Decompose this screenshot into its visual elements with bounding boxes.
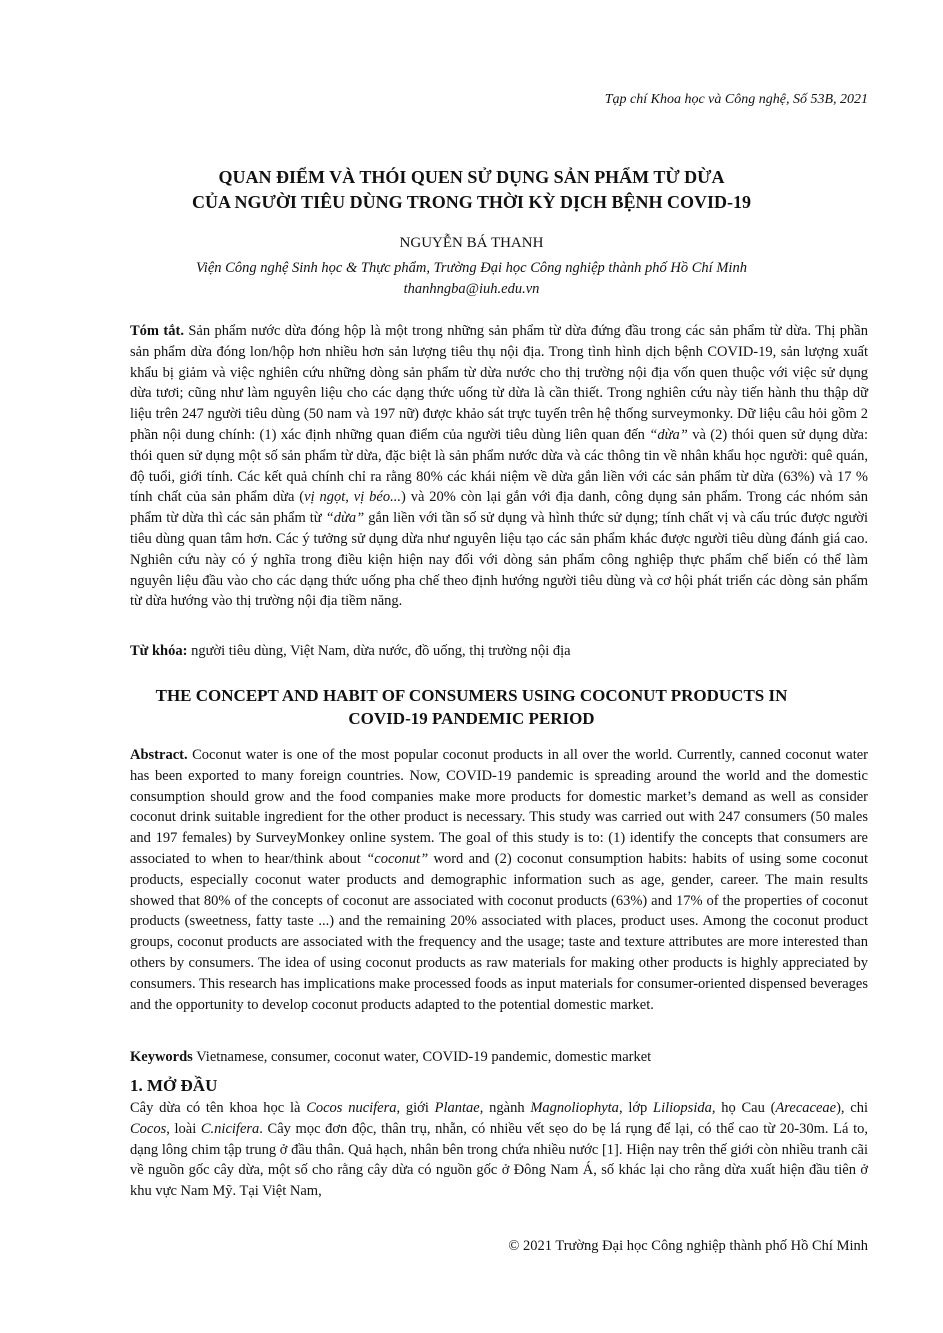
body-text: , họ Cau ( xyxy=(711,1100,776,1116)
section-heading: 1. MỞ ĐẦU xyxy=(130,1076,218,1095)
abstract-vn-quote: vị ngọt, vị béo... xyxy=(304,489,401,506)
author-affiliation-block xyxy=(0,258,943,300)
body-text: , lớp xyxy=(618,1100,654,1116)
taxon-name: Plantae xyxy=(434,1100,480,1116)
keywords-english xyxy=(130,1047,868,1068)
author-name: NGUYỄN BÁ THANH xyxy=(399,235,544,251)
copyright-footer: © 2021 Trường Đại học Công nghiệp thành phố Hồ Chí Minh xyxy=(508,1238,868,1254)
body-text: Cây dừa có tên khoa học là xyxy=(130,1100,307,1116)
abstract-vietnamese xyxy=(130,321,868,612)
keywords-vn-label: Từ khóa: xyxy=(130,643,188,659)
body-text: , ngành xyxy=(479,1100,531,1116)
title-en-line2: COVID-19 PANDEMIC PERIOD xyxy=(348,709,595,728)
abstract-en-label: Abstract. xyxy=(130,747,188,763)
abstract-vn-text: Sản phẩm nước dừa đóng hộp là một trong những sản phẩm từ dừa đứng đầu trong các sản phẩm từ dừa. Thị phần sản phẩm dừa đóng lon/hộp hơn nhiều hơn sản lượng tiêu thụ nội địa. Trong tình hình dịch bệnh COVID-19, sản lượng xuất khẩu bị giảm và việc nghiên cứu những dòng sản phẩm từ dừa nước cho thị trường nội địa vốn quen thuộc với việc sử dụng dừa tươi; cũng như làm nguyên liệu cho các dạng thức uống từ dừa là cần thiết. Trong nghiên cứu này tiến hành thu thập dữ liệu trên 247 người tiêu dùng (50 nam và 197 nữ) được khảo sát trực tuyến trên hệ thống surveymonky. Dữ liệu câu hỏi gồm 2 phần nội dung chính: (1) xác định những quan điểm của người tiêu dùng liên quan đến xyxy=(130,323,868,443)
title-vietnamese xyxy=(0,165,943,215)
abstract-vn-text: và (2) thói quen sử dụng dừa: thói quen sử dụng một số sản phẩm từ dừa, đặc biệt là sản phẩm nước dừa và các thông tin về nhân khẩu học người: quê quán, độ tuổi, giới tính. Các kết quả chính chỉ ra rằng 80% các khái niệm về dừa gắn liền với các sản phẩm từ dừa (63%) và 17 % tính chất của sản phẩm dừa ( xyxy=(130,426,868,506)
keywords-vietnamese xyxy=(130,641,868,662)
section-1-paragraph xyxy=(130,1098,868,1202)
abstract-en-quote: “coconut” xyxy=(366,850,429,867)
body-text: ), chi xyxy=(836,1100,869,1116)
abstract-en-text: word and (2) coconut consumption habits: habits of using some coconut products, especially coconut water products and demographic information such as age, gender, career. The main results showed that 80% of the concepts of coconut are associated with coconut products (63%) and 17% of the properties of coconut products (sweetness, fatty taste ...) and the remaining 20% associated with places, product uses. Among the coconut product groups, coconut products are associated with the frequency and the usage; taste and texture attributes are more interested than others by consumers. The idea of using coconut products as raw materials for making other products is highly appreciated by consumers. This research has implications make processed foods as input materials for consumer-oriented dispensed beverages and the opportunity to develop coconut products adapted to the potential domestic market. xyxy=(130,850,869,1013)
taxon-name: Magnoliophyta xyxy=(530,1100,619,1116)
body-text: , loài xyxy=(166,1120,201,1137)
taxon-name: C.nicifera xyxy=(200,1120,260,1137)
abstract-vn-quote: “dừa” xyxy=(325,510,365,527)
body-text: . Cây mọc đơn độc, thân trụ, nhẵn, có nhiều vết sẹo do bẹ lá rụng để lại, có thể cao từ 20-30m. Lá to, dạng lông chim tập trung ở đầu thân. Quả hạch, nhân bên trong chứa nhiều nước [1]. Hiện nay trên thế giới còn nhiều tranh cãi về nguồn gốc cây dừa, một số cho rằng cây dừa có nguồn gốc ở Đông Nam Á, số khác lại cho rằng dừa xuất hiện đầu tiên ở khu vực Nam Mỹ. Tại Việt Nam, xyxy=(130,1120,868,1200)
body-text: , giới xyxy=(396,1100,435,1116)
title-vn-line2: CỦA NGƯỜI TIÊU DÙNG TRONG THỜI KỲ DỊCH BỆNH COVID-19 xyxy=(192,192,751,212)
taxon-name: Arecaceae xyxy=(775,1100,837,1116)
taxon-name: Liliopsida xyxy=(653,1100,712,1116)
abstract-en-text: Coconut water is one of the most popular coconut products in all over the world. Currently, canned coconut water has been exported to many foreign countries. Now, COVID-19 pandemic is spreading around the world and the domestic consumption should grow and the food companies make more products for domestic market’s demand as well as consider coconut drink suitable ingredient for the other product is necessary. This study was carried out with 247 consumers (50 males and 197 females) by SurveyMonkey online system. The goal of this study is to: (1) identify the concepts that consumers are associated to when to hear/think about xyxy=(130,747,868,867)
title-english xyxy=(0,684,943,730)
title-en-line1: THE CONCEPT AND HABIT OF CONSUMERS USING COCONUT PRODUCTS IN xyxy=(155,686,788,705)
abstract-vn-label: Tóm tắt. xyxy=(130,323,184,339)
keywords-vn-text: người tiêu dùng, Việt Nam, dừa nước, đồ uống, thị trường nội địa xyxy=(187,643,571,659)
title-vn-line1: QUAN ĐIỂM VÀ THÓI QUEN SỬ DỤNG SẢN PHẨM TỪ DỪA xyxy=(218,167,725,187)
species-name: Cocos nucifera xyxy=(306,1100,397,1116)
abstract-vn-quote: “dừa” xyxy=(649,426,688,443)
taxon-name: Cocos xyxy=(130,1120,167,1137)
keywords-en-label: Keywords xyxy=(130,1049,193,1065)
affiliation: Viện Công nghệ Sinh học & Thực phẩm, Trường Đại học Công nghiệp thành phố Hồ Chí Minh xyxy=(196,260,747,276)
abstract-english xyxy=(130,745,868,1015)
author-email: thanhngba@iuh.edu.vn xyxy=(403,281,540,297)
abstract-vn-text: ) và 20% còn lại gắn với địa danh, công dụng sản phẩm. Trong các nhóm sản phẩm từ dừa thì các sản phẩm từ xyxy=(130,489,868,527)
abstract-vn-text: gắn liền với tần số sử dụng và hình thức sử dụng; tính chất vị và cấu trúc được người tiêu dùng quan tâm hơn. Các ý tưởng sử dụng dừa như nguyên liệu tạo các sản phẩm khác được người tiêu dùng đánh giá cao. Nghiên cứu này có ý nghĩa trong điều kiện hiện nay đối với dòng sản phẩm công nghiệp thực phẩm chế biến có thể làm nguyên liệu đầu vào cho các dạng thức uống pha chế theo định hướng người tiêu dùng và cơ hội phát triển các dòng sản phẩm từ dừa hướng vào thị trường nội địa tiềm năng. xyxy=(130,510,868,610)
keywords-en-text: Vietnamese, consumer, coconut water, COVID-19 pandemic, domestic market xyxy=(192,1049,652,1065)
journal-header: Tạp chí Khoa học và Công nghệ, Số 53B, 2021 xyxy=(604,92,868,107)
